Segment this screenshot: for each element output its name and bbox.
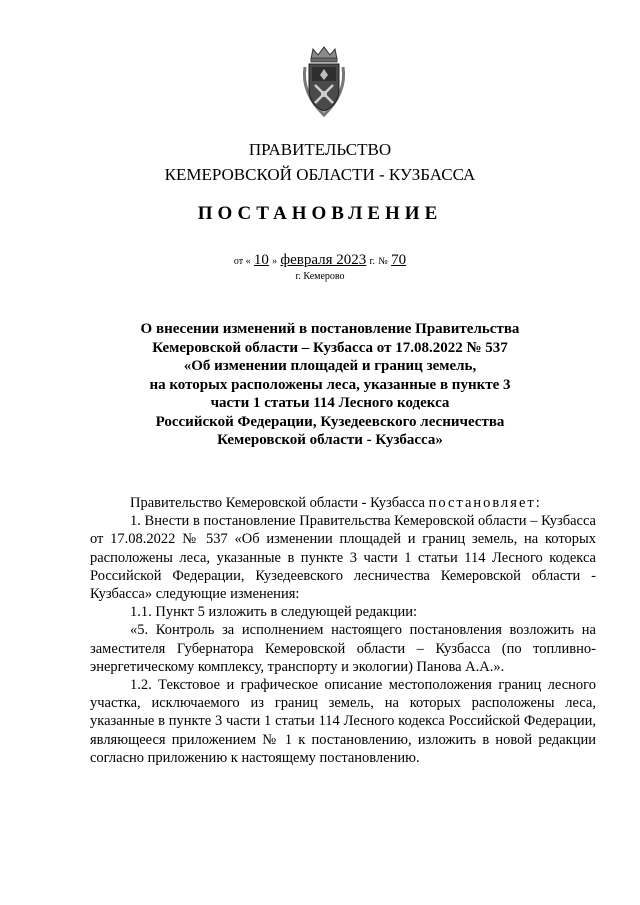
paragraph-5-quote: «5. Контроль за исполнением настоящего постановления возложить на заместителя Губернатора Кемеровской области – Кузбасса (по топливно-энергетическому комплексу, транспорту и экологии) Панова А.А.». (90, 622, 596, 675)
title-line: Российской Федерации, Кузедеевского лесничества (155, 413, 505, 430)
paragraph-1: 1. Внести в постановление Правительства Кемеровской области – Кузбасса от 17.08.2022 № 537 «Об изменении площадей и границ земель, на которых расположены леса, указанные в пункте 3 части 1 статьи 114 Лесного кодекса Российской Федерации, Кузедеевского лесничества Кемеровской области - Кузбасса» следующие изменения: (90, 513, 596, 603)
intro-text: Правительство Кемеровской области - Кузбасса (130, 495, 425, 511)
org-name-line1: ПРАВИТЕЛЬСТВО (248, 140, 392, 159)
date-day: 10 (253, 252, 269, 268)
document-type-heading: ПОСТАНОВЛЕНИЕ (197, 203, 443, 224)
title-line: Кемеровской области - Кузбасса» (217, 432, 443, 448)
title-line: «Об изменении площадей и границ земель, (183, 358, 477, 374)
document-title (130, 320, 530, 450)
document-body (90, 494, 596, 767)
date-number-line (0, 252, 640, 269)
title-line: Кемеровской области – Кузбасса от 17.08.2022 № 537 (152, 339, 508, 356)
date-month-year: февраля 2023 (280, 252, 367, 268)
paragraph-1-1: 1.1. Пункт 5 изложить в следующей редакции: (130, 604, 418, 621)
date-mid: » (272, 256, 278, 267)
date-prefix: от « (233, 256, 251, 267)
title-line: О внесении изменений в постановление Правительства (140, 321, 520, 337)
org-name-line2: КЕМЕРОВСКОЙ ОБЛАСТИ - КУЗБАССА (164, 165, 476, 184)
document-number: 70 (391, 252, 407, 268)
date-year-suffix: г. (369, 256, 376, 267)
title-line: на которых расположены леса, указанные в пункте 3 (149, 376, 511, 393)
paragraph-1-2: 1.2. Текстовое и графическое описание местоположения границ лесного участка, исключаемого из границ земель, на которых расположены леса, указанные в пункте 3 части 1 статьи 114 Лесного кодекса Российской Федерации, являющееся приложением № 1 к постановлению, изложить в новой редакции согласно приложению к настоящему постановлению. (90, 677, 596, 766)
title-line: части 1 статьи 114 Лесного кодекса (210, 395, 450, 411)
city-label: г. Кемерово (295, 271, 345, 282)
intro-verb: постановляет: (428, 495, 542, 511)
number-label: № (378, 256, 388, 267)
kuzbass-coat-of-arms-icon (299, 45, 349, 119)
intro-paragraph (90, 494, 596, 512)
